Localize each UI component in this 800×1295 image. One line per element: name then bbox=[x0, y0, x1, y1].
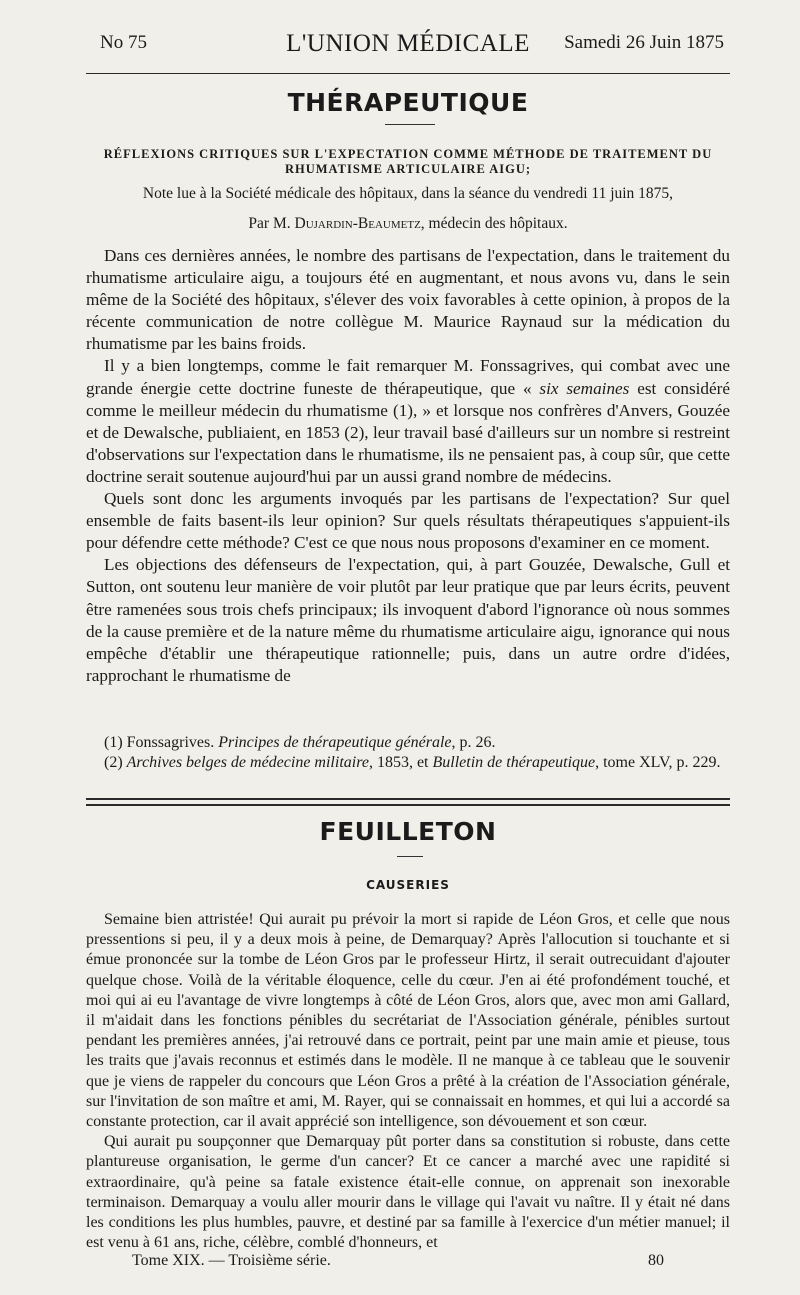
header-rule bbox=[86, 73, 730, 74]
paragraph: Les objections des défenseurs de l'expectation, qui, à part Gouzée, Dewalsche, Gull et Sutton, ont soutenu leur manière de voir plutôt par leur pratique que par leurs écrits, peuvent être ramenées sous trois chefs principaux; ils invoquent d'abord l'ignorance où nous sommes de la cause première et de la nature même du rhumatisme articulaire aigu, ignorance qui nous empêche d'établir une thérapeutique rationnelle; puis, dans un autre ordre d'idées, rapprochant le rhumatisme de bbox=[86, 555, 730, 685]
footnotes bbox=[86, 733, 730, 773]
feuilleton-separator bbox=[86, 798, 730, 806]
title-underline bbox=[385, 124, 435, 125]
page-footer bbox=[86, 1252, 730, 1274]
paragraph: Quels sont donc les arguments invoqués par les partisans de l'expectation? Sur quel ensemble de faits basent-ils leur opinion? Sur quels résultats thérapeutiques s'appuient-ils pour défendre cette méthode? C'est ce que nous nous proposons d'examiner en ce moment. bbox=[86, 489, 730, 553]
issue-date: Samedi 26 Juin 1875 bbox=[564, 32, 724, 53]
paragraph: Il y a bien longtemps, comme le fait remarquer M. Fonssagrives, qui combat avec une grande énergie cette doctrine funeste de thérapeutique, que « six semaines est considéré comme le meilleur médecin du rhumatisme (1), » et lorsque nos confrères d'Anvers, Gouzée et de Dewalsche, publiaient, en 1853 (2), leur travail basé d'ailleurs sur un nombre si restreint d'observations sur l'expectation dans le rhumatisme, ils ne pensaient pas, à coup sûr, que cette doctrine serait soutenue aujourd'hui par un aussi grand nombre de médecins. bbox=[86, 356, 730, 486]
footnote-2: (2) Archives belges de médecine militaire, 1853, et Bulletin de thérapeutique, tome XLV, p. 229. bbox=[104, 754, 721, 771]
paragraph: Dans ces dernières années, le nombre des partisans de l'expectation, dans le traitement du rhumatisme articulaire aigu, a toujours été en augmentant, et nous avons vu, dans le sein même de la Société des hôpitaux, s'élever des voix favorables à cette opinion, à propos de la récente communication de notre collègue M. Maurice Raynaud sur la médication du rhumatisme par les bains froids. bbox=[86, 246, 730, 354]
article-note: Note lue à la Société médicale des hôpitaux, dans la séance du vendredi 11 juin 1875, bbox=[142, 185, 674, 202]
section-subtitle-causeries: CAUSERIES bbox=[366, 878, 450, 892]
page-number: 80 bbox=[648, 1252, 664, 1269]
feuilleton-body bbox=[86, 910, 730, 1253]
issue-number: No 75 bbox=[100, 32, 147, 53]
feuilleton-underline bbox=[397, 856, 423, 857]
page-header bbox=[86, 30, 730, 60]
volume-series: Tome XIX. — Troisième série. bbox=[132, 1252, 331, 1269]
paragraph: Qui aurait pu soupçonner que Demarquay pût porter dans sa constitution si robuste, dans cette plantureuse organisation, le germe d'un cancer? Et ce cancer a marché avec une rapidité si extraordinaire, qu'à peine sa fatale existence était-elle connue, on apprenait son inexorable terminaison. Demarquay a voulu aller mourir dans le village qui l'avait vu naître. Il y était né dans les conditions les plus humbles, pauvre, et destiné par sa famille à l'exercice d'un métier manuel; il est venu à 61 ans, riche, célèbre, comblé d'honneurs, et bbox=[86, 1133, 730, 1252]
section-title-therapeutique: THÉRAPEUTIQUE bbox=[287, 88, 529, 117]
article-subtitle: RÉFLEXIONS CRITIQUES SUR L'EXPECTATION COMME MÉTHODE DE TRAITEMENT DU RHUMATISME ARTICULAIRE AIGU; bbox=[103, 147, 713, 176]
footnote-1: (1) Fonssagrives. Principes de thérapeutique générale, p. 26. bbox=[104, 734, 496, 751]
paragraph: Semaine bien attristée! Qui aurait pu prévoir la mort si rapide de Léon Gros, et celle que nous pressentions si peu, il y a deux mois à peine, de Demarquay? Après l'allocution si touchante et si émue prononcée sur la tombe de Léon Gros par le professeur Hirtz, il serait outrecuidant d'ajouter quelque chose. Voilà de la véritable éloquence, celle du cœur. J'en ai été profondément touché, et moi qui ai eu l'avantage de vivre longtemps à côté de Léon Gros, alors que, avec mon ami Gallard, il m'aidait dans les fonctions pénibles du secrétariat de l'Association générale, pénibles surtout pendant les premières années, j'ai retrouvé dans ce portrait, peint par une main amie et pieuse, tous les traits que j'avais reconnus et estimés dans le modèle. Il ne manque à ce tableau que le souvenir que je viens de rappeler du concours que Léon Gros a prêté à la création de l'Association générale, sur l'invitation de son maître et ami, M. Rayer, qui se connaissait en hommes, et qui lui a accordé sa constante protection, car il avait apprécié son intelligence, son dévouement et son cœur. bbox=[86, 911, 730, 1131]
section-title-feuilleton: FEUILLETON bbox=[319, 817, 497, 846]
journal-title: L'UNION MÉDICALE bbox=[286, 30, 530, 57]
author-name: Dujardin-Beaumetz bbox=[294, 215, 421, 232]
article-body bbox=[86, 245, 730, 687]
article-byline: Par M. Dujardin-Beaumetz, médecin des hôpitaux. bbox=[248, 215, 568, 232]
